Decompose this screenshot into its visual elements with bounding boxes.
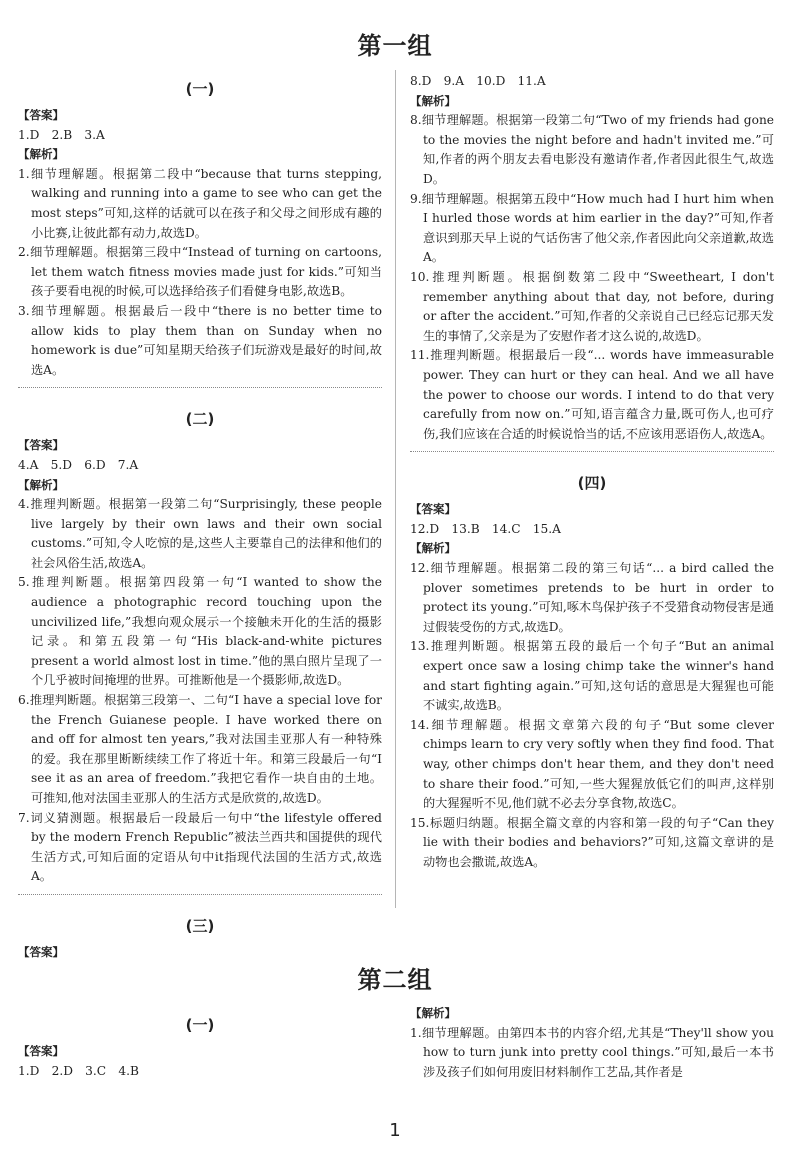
section-title: (一) bbox=[185, 1016, 215, 1034]
analysis-tag: 【解析】 bbox=[410, 93, 456, 108]
answer-tag: 【答案】 bbox=[18, 944, 64, 959]
answer-tag: 【答案】 bbox=[18, 1044, 64, 1058]
group2-left-column bbox=[18, 1008, 382, 1081]
analysis-item: 3.细节理解题。根据最后一段中“there is no better time to allow kids to play them than on Sunday when no homework is due”可知星期天给孩子们玩游戏是最好的时间,故选A。 bbox=[18, 303, 382, 377]
answer-list: 4.A 5.D 6.D 7.A bbox=[18, 457, 139, 472]
answer-tag: 【答案】 bbox=[410, 502, 456, 517]
section-title: (一) bbox=[185, 80, 215, 98]
answer-tag: 【答案】 bbox=[18, 438, 64, 453]
analysis-item: 7.词义猜测题。根据最后一段最后一句中“the lifestyle offered by the modern French Republic”被法兰西共和国提供的现代生活方式,可知后面的定语从句中it指现代法国的生活方式,故选A。 bbox=[18, 810, 382, 884]
analysis-tag: 【解析】 bbox=[18, 477, 64, 492]
column-divider bbox=[395, 70, 396, 908]
answer-list: 1.D 2.B 3.A bbox=[18, 127, 105, 142]
group2-right-column bbox=[410, 1004, 774, 1082]
analysis-item: 12.细节理解题。根据第二段的第三句话“... a bird called the plover sometimes pretends to be hurt in order to protect its young.”可知,啄木鸟保护孩子不受猎食动物侵害是通过假装受伤的方式,故选D。 bbox=[410, 561, 774, 634]
analysis-tag: 【解析】 bbox=[18, 147, 64, 162]
analysis-tag: 【解析】 bbox=[410, 1006, 456, 1020]
analysis-item: 1.细节理解题。由第四本书的内容介绍,尤其是“They'll show you how to turn junk into pretty cool things.”可知,最后一本书涉及孩子们如何用废旧材料制作工艺品,其作者是 bbox=[410, 1025, 774, 1079]
analysis-item: 8.细节理解题。根据第一段第二句“Two of my friends had gone to the movies the night before and hadn't invited me.”可知,作者的两个朋友去看电影没有邀请作者,作者因此很生气,故选D。 bbox=[410, 113, 774, 186]
group1-right-column bbox=[410, 72, 774, 873]
analysis-item: 4.推理判断题。根据第一段第二句“Surprisingly, these people live largely by their own laws and their own social customs.”可知,令人吃惊的是,这些人主要靠自己的法律和他们的社会风俗生活,故选A。 bbox=[18, 497, 382, 570]
section-title: (四) bbox=[577, 474, 607, 493]
analysis-tag: 【解析】 bbox=[410, 541, 456, 556]
analysis-item: 15.标题归纳题。根据全篇文章的内容和第一段的句子“Can they lie with their bodies and behaviors?”可知,这篇文章讲的是动物也会撒谎,故选A。 bbox=[410, 815, 774, 869]
section-title: (三) bbox=[185, 916, 215, 935]
analysis-item: 5.推理判断题。根据第四段第一句“I wanted to show the audience a photographic record touching upon the uncivilized life,”我想向观众展示一个接触未开化的生活的摄影记录。和第五段第一句“His black-and-white pictures present a world almost lost in time.”他的黑白照片呈现了一个几乎被时间掩埋的世界。可推断他是一个摄影师,故选D。 bbox=[18, 575, 382, 688]
analysis-item: 2.细节理解题。根据第三段中“Instead of turning on cartoons, let them watch fitness movies made just for kids.”可知当孩子要看电视的时候,可以选择给孩子们看健身电影,故选B。 bbox=[18, 245, 382, 299]
group1-title: 第一组 bbox=[357, 32, 433, 60]
analysis-item: 11.推理判断题。根据最后一段“... words have immeasurable power. They can hurt or they can heal. And we all have the power to choose our words. I intend to do that very carefully from now on.”可知,语言蕴含力量,既可伤人,也可疗伤,我们应该在合适的时候说恰当的话,不应该用恶语伤人,故选A。 bbox=[410, 348, 774, 441]
section-title: (二) bbox=[185, 410, 215, 429]
page-number: 1 bbox=[389, 1120, 401, 1141]
analysis-item: 10.推理判断题。根据倒数第二段中“Sweetheart, I don't remember anything about that day, not before, during or after the accident.”可知,作者的父亲说自己已经忘记那天发生的事情了,父亲是为了安慰作者才这么说的,故选D。 bbox=[410, 269, 774, 343]
answer-list: 12.D 13.B 14.C 15.A bbox=[410, 521, 561, 536]
dotted-separator bbox=[18, 387, 382, 388]
analysis-item: 9.细节理解题。根据第五段中“How much had I hurt him when I hurled those words at him earlier in the day?”可知,作者意识到那天早上说的气话伤害了他父亲,作者因此向父亲道歉,故选A。 bbox=[410, 191, 774, 265]
dotted-separator bbox=[410, 451, 774, 452]
analysis-item: 13.推理判断题。根据第五段的最后一个句子“But an animal expert once saw a losing chimp take the winner's hand and start fighting again.”可知,这句话的意思是大猩猩也可能不诚实,故选B。 bbox=[410, 639, 774, 713]
analysis-item: 6.推理判断题。根据第三段第一、二句“I have a special love for the French Guianese people. I have worked there on and off for almost ten years,”我对法国圭亚那人有一种特殊的爱。我在那里断断续续工作了将近十年。和第三段最后一句“I see it as an area of freedom.”我把它看作一块自由的土地。可推知,他对法国圭亚那人的生活方式是欣赏的,故选D。 bbox=[18, 693, 382, 805]
answer-tag: 【答案】 bbox=[18, 108, 64, 122]
answer-list: 8.D 9.A 10.D 11.A bbox=[410, 74, 546, 88]
dotted-separator bbox=[18, 894, 382, 895]
analysis-item: 1.细节理解题。根据第二段中“because that turns stepping, walking and running into a game to see who can get the most steps”可知,这样的话就可以在孩子和父母之间形成有趣的小比赛,让彼此都有动力,故选D。 bbox=[18, 166, 382, 240]
analysis-item: 14.细节理解题。根据文章第六段的句子“But some clever chimps learn to cry very softly when they find food. That way, other chimps don't hear them, and they don't need to share their food.”可知,一些大猩猩放低它们的叫声,这样别的大猩猩听不见,他们就不必去分享食物,故选C。 bbox=[410, 717, 774, 811]
answer-list: 1.D 2.D 3.C 4.B bbox=[18, 1063, 139, 1078]
group2-title: 第二组 bbox=[357, 966, 433, 994]
group1-left-column bbox=[18, 72, 382, 963]
